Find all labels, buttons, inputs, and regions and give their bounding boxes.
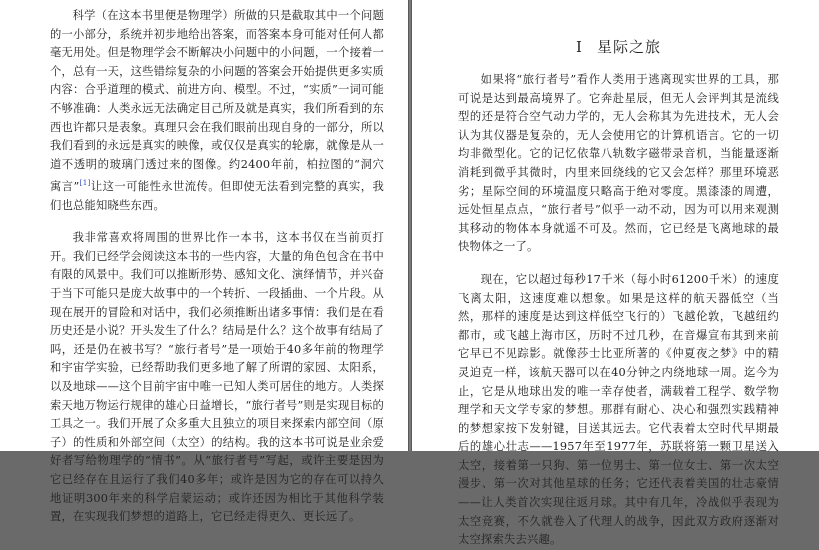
chapter-heading [458,36,779,57]
footnote-link[interactable]: [1] [79,178,91,188]
left-paragraph-1-tail: 让这一可能性永世流传。但即使无法看到完整的真实，我们也总能知晓些东西。 [50,180,384,212]
left-paragraph-1-text: 科学（在这本书里便是物理学）所做的只是截取其中一个问题的一小部分，系统并初步地给出答案，而答案本身可能对任何人都毫无用处。但是物理学会不断解决小问题中的小问题，一个接着一个，总有一天，这些错综复杂的小问题的答案会开始提供更多实质内容：合乎道理的模式、前进方向、模型。不过，“实质”一词可能不够准确：人类永远无法确定目己所及就是真实，我们所看到的东西也许都只是表象。真理只会在我们眼前出现自身的一部分，所以我们看到的永远是真实的映像，或仅仅是真实的轮廓，就像是从一道不透明的玻璃门透过来的图像。约2400年前，柏拉图的“洞穴寓言” [50,9,384,194]
right-page [412,0,819,547]
paragraph-gap [50,215,384,229]
left-paragraph-1 [50,7,384,215]
chapter-title: 星际之旅 [596,38,661,56]
chapter-number: I [576,38,583,56]
left-paragraph-2: 我非常喜欢将周围的世界比作一本书，这本书仅在当前页打开。我们已经学会阅读这本书的一些内容，大量的角色包含在书中有限的风景中。我们可以推断形势、感知文化、演绎情节，并兴奋于当下可能只是庞大故事中的一个转折、一段插曲、一个片段。从现在展开的冒险和对话中，我们必须推断出诸多事情：我们是在看历史还是小说？开头发生了什么？结局是什么？这个故事有结局了吗，还是仍在被书写？“旅行者号”是一项始于40多年前的物理学和宇宙学实验，已经帮助我们更多地了解了所谓的家园、太阳系，以及地球——这个目前宇宙中唯一已知人类可居住的地方。人类探索天地万物运行规律的雄心日益增长，“旅行者号”则是实现目标的工具之一。我们开展了众多重大且独立的项目来探索内部空间（原子）的性质和外部空间（太空）的结构。我的这本书可说是业余爱好者写给物理学的“情书”。从“旅行者号”写起，或许主要是因为它已经存在且运行了我们40多年；或许是因为它的存在可以持久地证明300年来的科学启蒙运动；或许还因为相比于其他科学装置，在实现我们梦想的道路上，它已经走得更久、更长远了。 [50,231,384,524]
paragraph-gap [458,257,779,271]
left-page [0,0,408,524]
right-paragraph-2: 现在，它以超过每秒17千米（每小时61200千米）的速度飞离太阳，这速度难以想象。如果是这样的航天器低空（当然，那样的速度是达到这样低空飞行的）飞越伦敦，飞越纽约都市，或飞越上海市区，历时不过几秒，在音爆宣布其到来前它早已不见踪影。就像莎士比亚所著的《仲夏夜之梦》中的精灵迫克一样，该航天器可以在40分钟之内绕地球一周。迄今为止，它是从地球出发的唯一幸存使者，满载着工程学、数学物理学和天文学专家的梦想。那群有耐心、决心和强烈实践精神的梦想家按下发射键，目送其远去。它代表着太空时代早期最后的雄心壮志——1957年至1977年，苏联将第一颗卫星送入太空，接着第一只狗、第一位男士、第一位女士、第一次太空漫步、第一次对其他星球的任务；它还代表着美国的壮志豪情——让人类首次实现往返月球。其中有几年，冷战似乎表现为太空竞赛，不久就卷入了代理人的战争，因此双方政府逐渐对太空探索失去兴趣。 [458,272,779,547]
right-paragraph-1: 如果将“旅行者号”看作人类用于逃离现实世界的工具，那可说是达到最高境界了。它奔赴星辰，但无人会评判其是流线型的还是符合空气动力学的，无人会称其为先进技术，无人会认为其仪器是复杂的，无人会使用它的计算机语言。它的一切均非微型化。它的记忆依靠八轨数字磁带录音机，当能量逐渐消耗到微乎其微时，内里来回绕线的它又会怎样？那里环境恶劣；星际空间的环境温度只略高于绝对零度。黑漆漆的周遭，远处恒星点点，“旅行者号”似乎一动不动，因为可以用来观测其移动的物体本身就遥不可及。然而，它已经是飞离地球的最快物体之一了。 [458,73,779,254]
